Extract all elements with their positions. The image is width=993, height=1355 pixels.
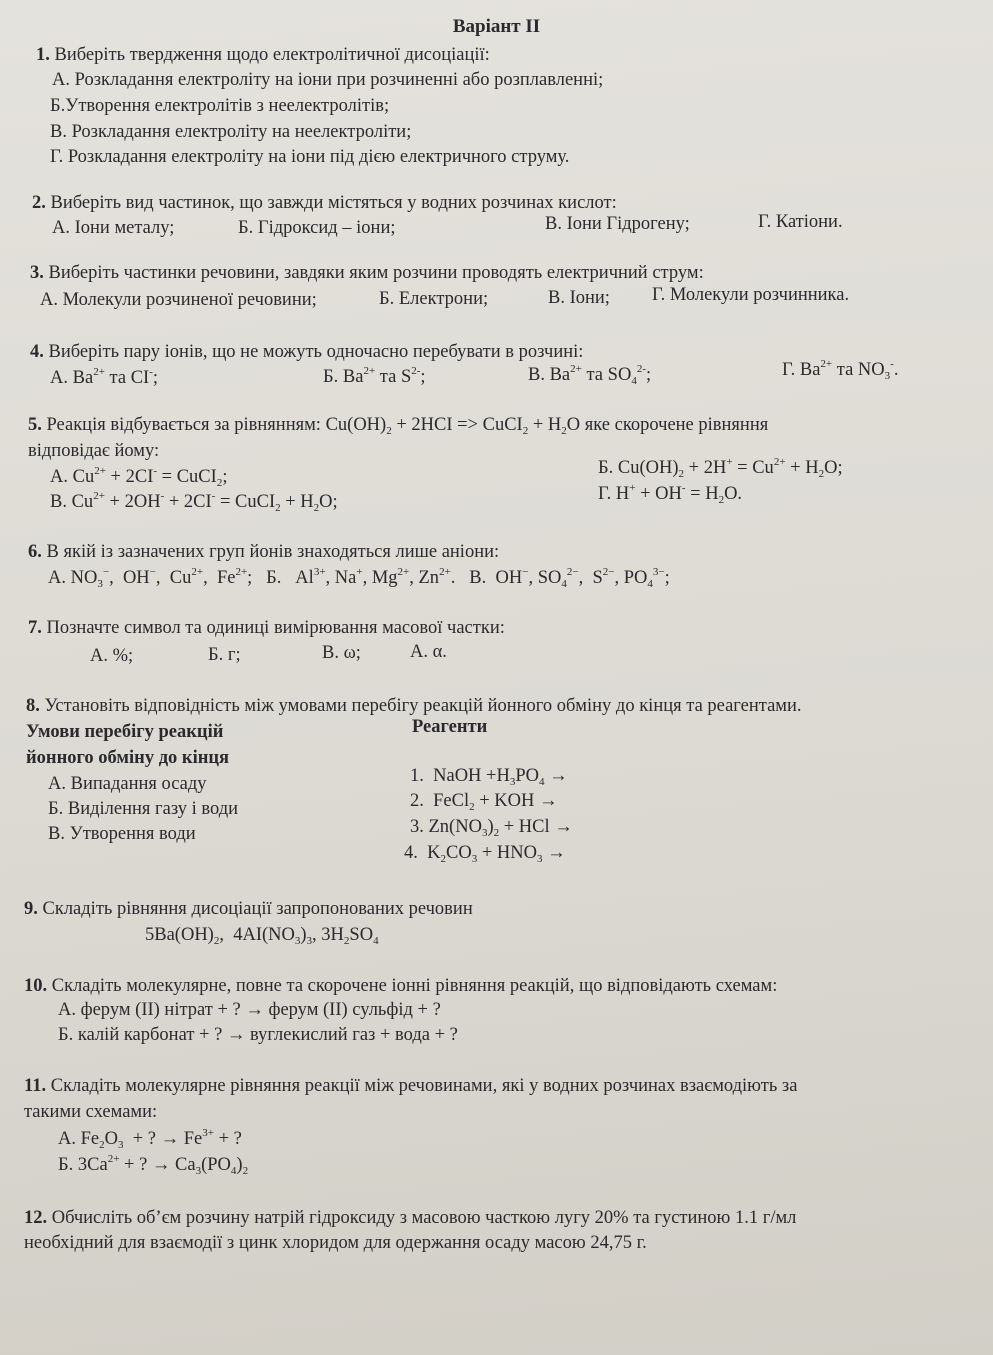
q5-option-d: Г. $H^+ + OH^- = H_2O$.: [598, 482, 743, 506]
question-text: Виберіть частинки речовини, завдяки яким розчини проводять електричний струм:: [48, 263, 704, 283]
q10-scheme-a: А. ферум (ІІ) нітрат + ? → ферум (ІІ) сульфід + ?: [58, 1000, 441, 1020]
q2-option-c: В. Іони Гідрогену;: [545, 214, 690, 234]
question-3: [30, 262, 704, 284]
question-10: [24, 975, 777, 997]
q3-option-a: А. Молекули розчиненої речовини;: [40, 290, 317, 310]
question-number: 10.: [24, 976, 48, 996]
q8-condition-a: А. Випадання осаду: [48, 774, 207, 794]
question-text: Складіть молекулярне рівняння реакції між речовинами, які у водних розчинах взаємодіють за: [50, 1076, 798, 1096]
question-5-line2: відповідає йому:: [28, 441, 160, 461]
question-2: [32, 192, 617, 214]
question-11-line2: такими схемами:: [24, 1102, 158, 1122]
q11-scheme-a: А. $Fe_2O_3$ + ? → $Fe^{3+}$ + ?: [58, 1127, 242, 1151]
q2-option-a: А. Іони металу;: [52, 218, 175, 238]
question-8: [26, 695, 802, 717]
q8-reagent-4: 4. $K_2CO_3 + HNO_3$ →: [404, 843, 566, 865]
q9-substances: $5Ba(OH)_2$, $4AI(NO_3)_3$, $3H_2SO_4$: [145, 925, 379, 947]
question-text: Позначте символ та одиниці вимірювання масової частки:: [46, 618, 505, 638]
q2-option-b: Б. Гідроксид – іони;: [238, 218, 396, 238]
question-number: 7.: [28, 618, 42, 638]
q7-option-d: А. α.: [410, 642, 447, 662]
q7-option-a: А. %;: [90, 646, 134, 666]
q8-condition-c: В. Утворення води: [48, 824, 196, 844]
question-number: 3.: [30, 263, 44, 283]
q1-option-b: Б.Утворення електролітів з неелектролітів;: [50, 96, 390, 116]
q1-option-d: Г. Розкладання електроліту на іони під дією електричного струму.: [50, 147, 570, 167]
q1-option-a: А. Розкладання електроліту на іони при розчиненні або розплавленні;: [52, 70, 604, 90]
q4-option-d: Г. $Ba^{2+}$ та $NO_3^-$.: [782, 358, 899, 382]
question-number: 12.: [24, 1208, 48, 1228]
q8-left-heading: Умови перебігу реакцій: [26, 722, 224, 742]
q4-option-a: А. $Ba^{2+}$ та CI-;: [50, 366, 158, 388]
q8-reagent-3: 3. $Zn(NO_3)_2$ + HCl →: [410, 817, 573, 839]
question-12-line2: необхідний для взаємодії з цинк хлоридом для одержання осаду масою 24,75 г.: [24, 1233, 647, 1253]
q3-option-b: Б. Електрони;: [379, 289, 489, 309]
question-number: 5.: [28, 415, 42, 435]
question-number: 4.: [30, 342, 44, 362]
question-text: Складіть молекулярне, повне та скорочене іонні рівняння реакцій, що відповідають схемам:: [51, 976, 778, 996]
question-11: [24, 1075, 797, 1097]
question-number: 8.: [26, 696, 40, 716]
question-text: Виберіть пару іонів, що не можуть одночасно перебувати в розчині:: [48, 342, 584, 362]
q3-option-c: В. Іони;: [548, 288, 610, 308]
question-number: 1.: [36, 45, 50, 65]
q4-option-c: В. $Ba^{2+}$ та $SO_4^{2-}$;: [528, 363, 652, 387]
question-text: Обчисліть об’єм розчину натрій гідроксиду з масовою часткою лугу 20% та густиною 1.1 г/мл: [51, 1208, 797, 1228]
question-text: Виберіть твердження щодо електролітичної дисоціації:: [54, 45, 490, 65]
question-1: [36, 44, 490, 66]
q8-left-heading-2: йонного обміну до кінця: [26, 748, 230, 768]
question-number: 2.: [32, 193, 46, 213]
q8-reagent-1: 1. NaOH $+H_3PO_4$ →: [410, 766, 568, 788]
question-number: 9.: [24, 899, 38, 919]
q5-option-a: А. $Cu^{2+} + 2CI^-$ = CuCI$_2$;: [50, 465, 228, 489]
question-5: 5. Реакція відбувається за рівнянням: $Cu(OH)_2 + 2HCI$ => CuCI$_2$ + $H_2O$ яке скорочене рівняння: [28, 415, 769, 437]
question-text: Виберіть вид частинок, що завжди містяться у водних розчинах кислот:: [50, 193, 617, 213]
page-title: Варіант ІІ: [452, 16, 541, 37]
q5-option-b: Б. $Cu(OH)_2 + 2H^+ = Cu^{2+} + H_2O$;: [598, 456, 843, 480]
question-text: В якій із зазначених груп йонів знаходяться лише аніони:: [46, 542, 500, 562]
q5-option-c: В. $Cu^{2+} + 2OH^- + 2CI^-$ = CuCI$_2$ + $H_2O$;: [50, 490, 338, 514]
question-12: [24, 1207, 796, 1229]
q2-option-d: Г. Катіони.: [758, 212, 843, 232]
q8-reagent-2: 2. FeCl$_2$ + KOH →: [410, 791, 558, 813]
q10-scheme-b: Б. калій карбонат + ? → вуглекислий газ + вода + ?: [58, 1025, 458, 1045]
question-number: 6.: [28, 542, 42, 562]
q6-options: А. $NO_3^-$, OH−, $Cu^{2+}$, $Fe^{2+}$; Б. $Al^{3+}$, Na+, $Mg^{2+}$, $Zn^{2+}$. В. OH−, $SO_4^{2-}$, $S^{2-}$, $PO_4^{3-}$;: [48, 566, 670, 590]
question-text: Установіть відповідність між умовами перебігу реакцій йонного обміну до кінця та реагентами.: [44, 696, 802, 716]
q7-option-c: В. ω;: [322, 643, 361, 663]
question-6: [28, 541, 499, 563]
q8-right-heading: Реагенти: [412, 717, 488, 737]
q8-condition-b: Б. Виділення газу і води: [48, 799, 239, 819]
q4-option-b: Б. $Ba^{2+}$ та $S^{2-}$;: [323, 365, 426, 387]
question-number: 11.: [24, 1076, 47, 1096]
question-text: Складіть рівняння дисоціації запропонованих речовин: [42, 899, 473, 919]
question-9: [24, 898, 473, 920]
q1-option-c: В. Розкладання електроліту на неелектроліти;: [50, 122, 412, 142]
question-7: [28, 617, 505, 639]
q7-option-b: Б. г;: [208, 645, 241, 665]
q3-option-d: Г. Молекули розчинника.: [652, 285, 850, 305]
question-4: [30, 341, 583, 363]
q11-scheme-b: Б. $3Ca^{2+}$ + ? → $Ca_3(PO_4)_2$: [58, 1153, 249, 1177]
